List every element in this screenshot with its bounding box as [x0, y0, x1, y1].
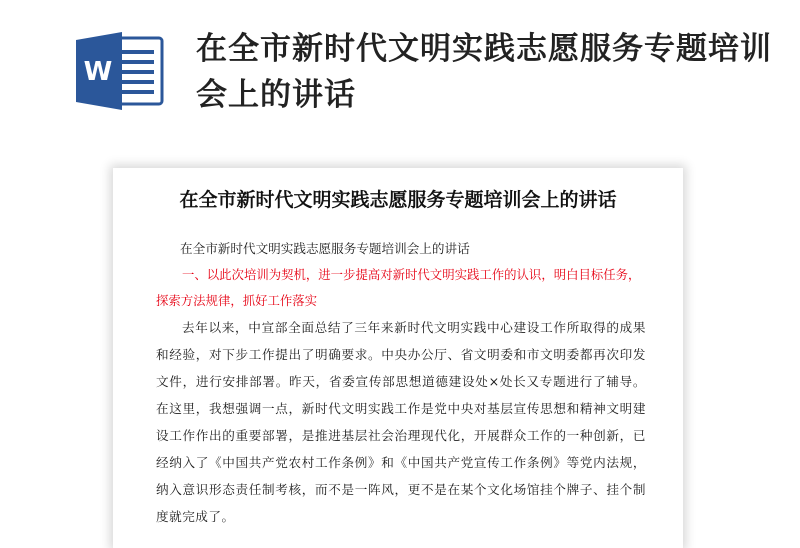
document-page [113, 168, 683, 548]
section-heading: 一、以此次培训为契机，进一步提高对新时代文明实践工作的认识，明白目标任务，探索方法规律，抓好工作落实 [156, 267, 641, 308]
banner-title: 在全市新时代文明实践志愿服务专题培训会上的讲话 [196, 31, 772, 113]
word-icon [76, 32, 166, 110]
document-title: 在全市新时代文明实践志愿服务专题培训会上的讲话 [179, 189, 617, 211]
document-body [156, 236, 646, 530]
body-paragraph: 去年以来，中宣部全面总结了三年来新时代文明实践中心建设工作所取得的成果和经验，对下步工作提出了明确要求。中央办公厅、省文明委和市文明委都再次印发文件，进行安排部署。昨天，省委宣传部思想道德建设处×处长又专题进行了辅导。在这里，我想强调一点，新时代文明实践工作是党中央对基层宣传思想和精神文明建设工作作出的重要部署，是推进基层社会治理现代化，开展群众工作的一种创新，已经纳入了《中国共产党农村工作条例》和《中国共产党宣传工作条例》等党内法规，纳入意识形态责任制考核，而不是一阵风，更不是在某个文化场馆挂个牌子、挂个制度就完成了。 [156, 320, 646, 524]
document-subtitle: 在全市新时代文明实践志愿服务专题培训会上的讲话 [180, 241, 470, 256]
word-icon-letter: W [83, 57, 113, 87]
